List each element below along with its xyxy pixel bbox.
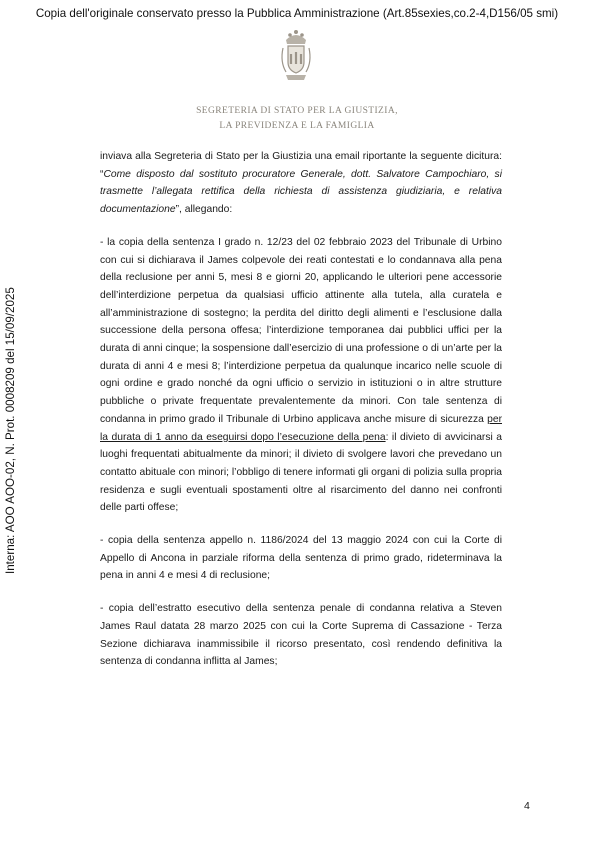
protocol-stamp: Interna: AOO AOO-02, N. Prot. 0008209 del 15/09/2025 bbox=[4, 287, 17, 574]
page-number: 4 bbox=[524, 800, 530, 812]
email-quote: Come disposto dal sostituto procuratore Generale, dott. Salvatore Campochiaro, si trasmette l’allegata rettifica della richiesta di assistenza giudiziaria, e relativa documentazione bbox=[100, 168, 502, 216]
paragraph-email bbox=[100, 148, 502, 219]
paragraph-appeal-sentence: - copia della sentenza appello n. 1186/2024 del 13 maggio 2024 con cui la Corte di Appello di Ancona in parziale riforma della sentenza di primo grado, rideterminava la pena in anni 4 e mesi 4 di reclusione; bbox=[100, 535, 502, 582]
first-instance-text: - la copia della sentenza I grado n. 12/23 del 02 febbraio 2023 del Tribunale di Urbino con cui si dichiarava il James colpevole dei reati contestati e lo condannava alla pena della reclusione per anni 5, mesi 8 e giorni 20, applicando le ulteriori pene accessorie dell’interdizione perpetua da qualsiasi ufficio attinente alla tutela, alla curatela e all’amministrazione di sostegno; la perdita del diritto degli alimenti e l’esclusione dalla successione della persona offesa; l’interdizione temporanea dai pubblici uffici per la durata di anni cinque; la sospensione dall’esercizio di una professione o di un’arte per la durata di anni 4 e mesi 8; l’interdizione perpetua da qualunque incarico nelle scuole di ogni ordine e grado nonché da ogni ufficio o servizio in istituzioni o in altre strutture pubbliche o private frequentate prevalentemente da minori. Con tale sentenza di condanna in primo grado il Tribunale di Urbino applicava anche misure di sicurezza bbox=[100, 236, 502, 425]
first-instance-tail: : il divieto di avvicinarsi a luoghi frequentati abitualmente da minori; il divieto di svolgere lavori che prevedano un contatto abituale con minori; l’obbligo di tenere informati gli organi di polizia sulla propria residenza e sugli eventuali spostamenti oltre al risarcimento del danno nei confronti delle parti offese; bbox=[100, 431, 502, 514]
paragraph-email-text: inviava alla Segreteria di Stato per la Giustizia una email riportante la seguente dicitura: “ bbox=[100, 151, 502, 180]
copy-certification-note: Copia dell'originale conservato presso la Pubblica Amministrazione (Art.85sexies,co.2-4,D156/05 smi) bbox=[35, 7, 559, 20]
paragraph-cassation-extract: - copia dell’estratto esecutivo della sentenza penale di condanna relativa a Steven James Raul datata 28 marzo 2025 con cui la Corte Suprema di Cassazione - Terza Sezione dichiarava inammissibile il ricorso presentato, così rendendo definitiva la sentenza di condanna inflitta al James; bbox=[100, 603, 502, 668]
office-title bbox=[0, 104, 594, 134]
paragraph-email-tail: ”, allegando: bbox=[175, 204, 233, 216]
paragraph-first-instance-sentence bbox=[100, 234, 502, 517]
office-title-line-1: SEGRETERIA DI STATO PER LA GIUSTIZIA, bbox=[196, 106, 398, 116]
coat-of-arms-icon bbox=[278, 28, 314, 84]
document-body bbox=[100, 148, 502, 686]
office-title-line-2: LA PREVIDENZA E LA FAMIGLIA bbox=[219, 121, 375, 131]
security-measure-duration: per la durata di 1 anno da eseguirsi dopo l’esecuzione della pena bbox=[100, 413, 502, 443]
